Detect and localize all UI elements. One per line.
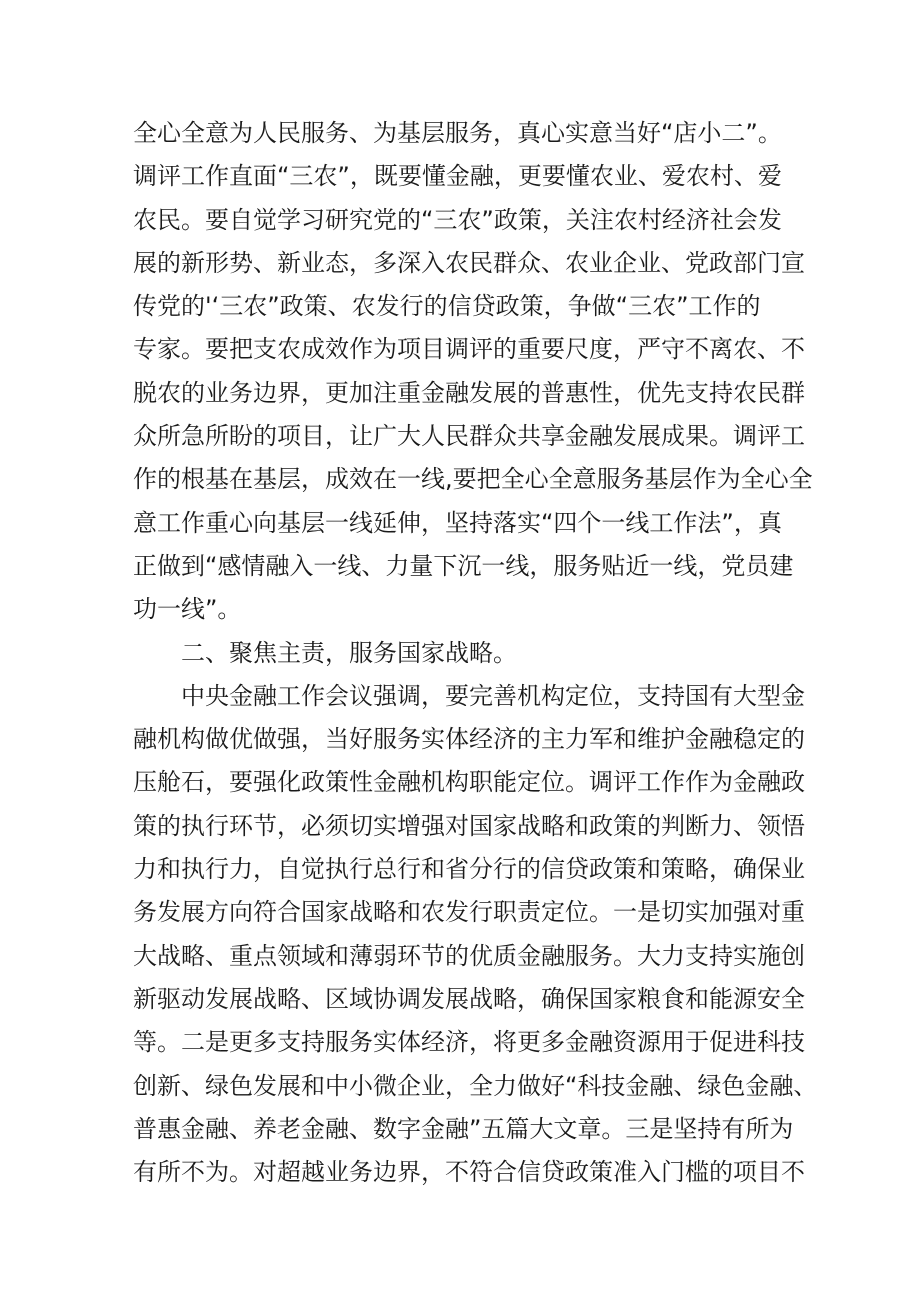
text-line: 大战略、重点领域和薄弱环节的优质金融服务。大力支持实施创 — [133, 941, 805, 970]
text-line: 等。二是更多支持服务实体经济，将更多金融资源用于促进科技 — [133, 1028, 805, 1057]
text-line: 中央金融工作会议强调，要完善机构定位，支持国有大型金 — [181, 681, 805, 710]
text-line: 脱农的业务边界，更加注重金融发展的普惠性，优先支持农民群 — [133, 378, 805, 407]
text-line: 务发展方向符合国家战略和农发行职责定位。一是切实加强对重 — [133, 898, 805, 927]
text-line: 有所不为。对超越业务边界，不符合信贷政策准入门槛的项目不 — [133, 1158, 805, 1187]
text-line: 众所急所盼的项目，让广大人民群众共享金融发展成果。调评工 — [133, 422, 805, 451]
document-body — [133, 112, 818, 1194]
text-line: 传党的'‘三农”政策、农发行的信贷政策，争做“三农”工作的 — [133, 292, 761, 321]
text-line: 全心全意为人民服务、为基层服务，真心实意当好“店小二”。 — [133, 119, 782, 147]
text-line: 作的根基在基层，成效在一线,要把全心全意服务基层作为全心全 — [133, 465, 813, 494]
text-line: 意工作重心向基层一线延伸，坚持落实“四个一线工作法”，真 — [133, 508, 782, 537]
text-line: 压舱石，要强化政策性金融机构职能定位。调评工作作为金融政 — [133, 768, 805, 797]
text-line: 专家。要把支农成效作为项目调评的重要尺度，严守不离农、不 — [133, 335, 805, 364]
text-line: 调评工作直面“三农”，既要懂金融，更要懂农业、爱农村、爱 — [133, 162, 782, 191]
section-heading: 二、聚焦主责，服务国家战略。 — [181, 638, 517, 667]
text-line: 创新、绿色发展和中小微企业，全力做好“科技金融、绿色金融、 — [133, 1071, 818, 1100]
text-line: 农民。要自觉学习研究党的“三农”政策，关注农村经济社会发 — [133, 205, 782, 234]
text-line: 力和执行力，自觉执行总行和省分行的信贷政策和策略，确保业 — [133, 855, 805, 884]
paragraph-serving-the-people — [133, 112, 813, 632]
text-line: 融机构做优做强，当好服务实体经济的主力军和维护金融稳定的 — [133, 725, 805, 754]
text-line: 正做到“感情融入一线、力量下沉一线，服务贴近一线，党员建 — [133, 551, 794, 580]
text-line: 展的新形势、新业态，多深入农民群众、农业企业、党政部门宣 — [133, 248, 805, 277]
text-line: 新驱动发展战略、区域协调发展战略，确保国家粮食和能源安全 — [133, 984, 805, 1013]
text-line: 功一线”。 — [133, 595, 242, 624]
paragraph-national-strategy — [133, 675, 818, 1195]
text-line: 普惠金融、养老金融、数字金融”五篇大文章。三是坚持有所为 — [133, 1114, 794, 1143]
text-line: 策的执行环节，必须切实增强对国家战略和政策的判断力、领悟 — [133, 811, 805, 840]
